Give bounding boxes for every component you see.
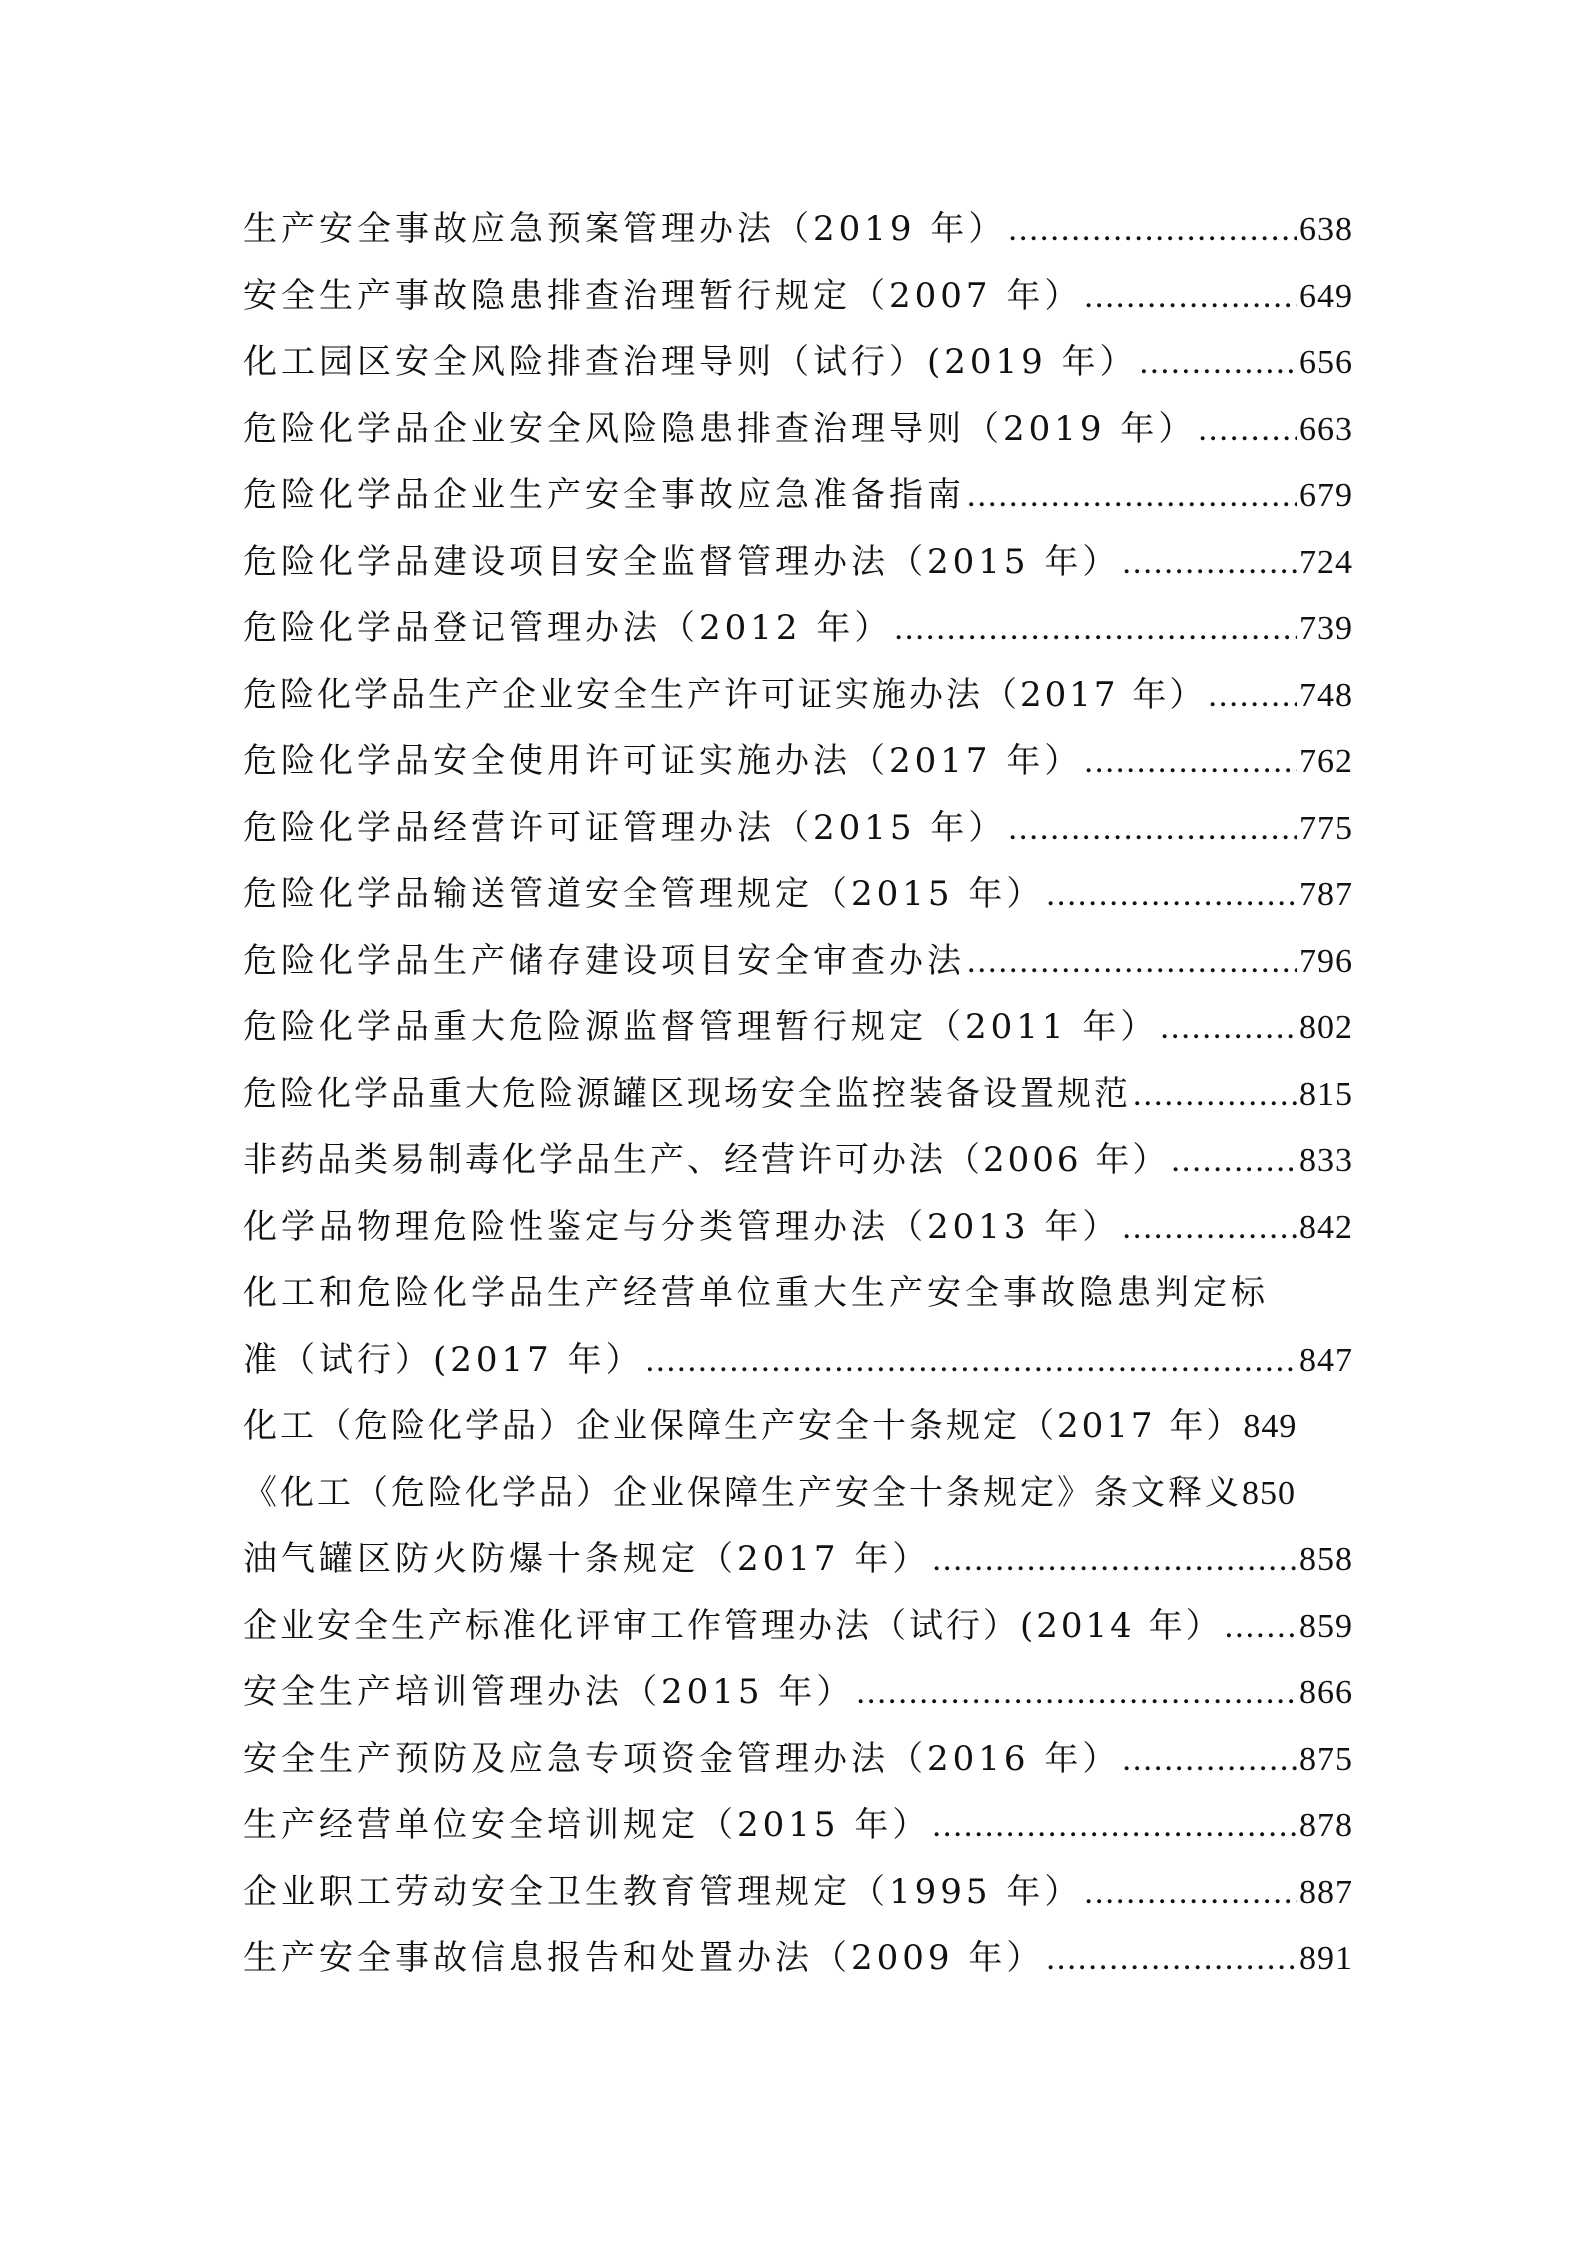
toc-leader-dots <box>856 1660 1297 1727</box>
toc-entry-title: 危险化学品建设项目安全监督管理办法（2015 年） <box>243 541 1121 582</box>
toc-entry-page: 833 <box>1299 1142 1353 1179</box>
toc-entry[interactable] <box>243 1526 1353 1593</box>
toc-entry-line2 <box>243 1327 1353 1394</box>
toc-entry-page: 866 <box>1299 1674 1353 1711</box>
toc-leader-dots <box>932 1527 1297 1594</box>
toc-entry-page: 878 <box>1299 1807 1353 1844</box>
toc-entry-title-line1: 化工和危险化学品生产经营单位重大生产安全事故隐患判定标 <box>243 1273 1269 1313</box>
table-of-contents <box>243 196 1353 1992</box>
toc-entry[interactable] <box>243 662 1353 729</box>
toc-entry-page: 656 <box>1299 344 1353 381</box>
toc-entry[interactable] <box>243 1659 1353 1726</box>
toc-leader-dots <box>1225 1594 1297 1661</box>
toc-entry-title: 生产经营单位安全培训规定（2015 年） <box>243 1805 931 1845</box>
toc-entry-title: 危险化学品登记管理办法（2012 年） <box>243 608 893 648</box>
toc-leader-dots <box>1046 862 1297 929</box>
toc-entry-page: 815 <box>1299 1075 1353 1113</box>
toc-leader-dots <box>1084 729 1297 796</box>
toc-entry-multiline[interactable] <box>243 1260 1353 1393</box>
toc-entry-title: 生产安全事故应急预案管理办法（2019 年） <box>243 209 1007 249</box>
toc-entry[interactable] <box>243 1061 1353 1128</box>
toc-entry-title: 危险化学品生产企业安全生产许可证实施办法（2017 年） <box>243 674 1207 715</box>
toc-leader-dots <box>1008 796 1297 863</box>
toc-entry-title: 《化工（危险化学品）企业保障生产安全十条规定》条文释义 <box>243 1472 1242 1513</box>
toc-entry-title: 危险化学品企业生产安全事故应急准备指南 <box>243 475 965 515</box>
toc-leader-dots <box>1122 530 1297 597</box>
toc-entry-page: 796 <box>1299 942 1353 980</box>
toc-entry[interactable] <box>243 1726 1353 1793</box>
toc-entry[interactable] <box>243 1859 1353 1926</box>
toc-entry-page: 875 <box>1299 1740 1353 1778</box>
toc-entry-page: 724 <box>1299 543 1353 581</box>
toc-entry-title: 危险化学品重大危险源罐区现场安全监控装备设置规范 <box>243 1073 1131 1114</box>
toc-entry-title: 安全生产预防及应急专项资金管理办法（2016 年） <box>243 1738 1121 1779</box>
toc-entry-page: 849 <box>1243 1408 1298 1445</box>
toc-entry-title: 安全生产培训管理办法（2015 年） <box>243 1672 855 1712</box>
toc-entry[interactable] <box>243 728 1353 795</box>
toc-leader-dots <box>1133 1062 1297 1129</box>
toc-entry-title: 生产安全事故信息报告和处置办法（2009 年） <box>243 1938 1045 1978</box>
toc-entry-title: 危险化学品经营许可证管理办法（2015 年） <box>243 807 1007 848</box>
toc-entry[interactable] <box>243 1127 1353 1194</box>
toc-leader-dots <box>967 463 1297 530</box>
toc-leader-dots <box>1198 397 1297 464</box>
toc-entry-page: 859 <box>1299 1607 1353 1645</box>
toc-entry-title: 危险化学品生产储存建设项目安全审查办法 <box>243 940 965 981</box>
toc-entry-title: 非药品类易制毒化学品生产、经营许可办法（2006 年） <box>243 1140 1170 1180</box>
toc-entry-page: 891 <box>1299 1940 1353 1977</box>
toc-entry-title: 危险化学品企业安全风险隐患排查治理导则（2019 年） <box>243 408 1197 449</box>
toc-leader-dots <box>894 596 1297 663</box>
toc-entry-title: 危险化学品重大危险源监督管理暂行规定（2011 年） <box>243 1007 1159 1047</box>
toc-entry-title: 企业安全生产标准化评审工作管理办法（试行）(2014 年） <box>243 1605 1223 1646</box>
toc-entry-title: 化工（危险化学品）企业保障生产安全十条规定（2017 年） <box>243 1406 1244 1446</box>
toc-entry-page: 748 <box>1299 676 1353 714</box>
toc-entry-page: 638 <box>1299 211 1353 248</box>
toc-entry-page: 787 <box>1299 876 1353 913</box>
toc-entry[interactable] <box>243 595 1353 662</box>
toc-entry-page: 850 <box>1242 1474 1296 1512</box>
toc-entry-page: 847 <box>1299 1341 1353 1379</box>
toc-entry-page: 739 <box>1299 610 1353 647</box>
toc-entry-title: 化工园区安全风险排查治理导则（试行）(2019 年） <box>243 342 1138 382</box>
toc-leader-dots <box>1008 197 1297 264</box>
toc-entry[interactable] <box>243 329 1353 396</box>
toc-entry[interactable] <box>243 1393 1353 1460</box>
toc-entry[interactable] <box>243 1593 1353 1660</box>
toc-entry[interactable] <box>243 1792 1353 1859</box>
toc-entry[interactable] <box>243 263 1353 330</box>
toc-entry-title: 化学品物理危险性鉴定与分类管理办法（2013 年） <box>243 1206 1121 1247</box>
toc-entry-title: 油气罐区防火防爆十条规定（2017 年） <box>243 1539 931 1579</box>
toc-entry-page: 802 <box>1299 1009 1353 1046</box>
toc-entry[interactable] <box>243 1925 1353 1992</box>
toc-entry-page: 887 <box>1299 1873 1353 1911</box>
toc-entry-title: 企业职工劳动安全卫生教育管理规定（1995 年） <box>243 1871 1083 1912</box>
toc-leader-dots <box>1046 1926 1297 1993</box>
toc-leader-dots <box>1122 1195 1297 1262</box>
toc-leader-dots <box>1084 1860 1297 1927</box>
toc-leader-dots <box>932 1793 1297 1860</box>
toc-entry-page: 858 <box>1299 1541 1353 1578</box>
toc-entry-page: 663 <box>1299 410 1353 448</box>
toc-entry-page: 679 <box>1299 477 1353 514</box>
toc-leader-dots <box>967 929 1297 996</box>
toc-entry[interactable] <box>243 396 1353 463</box>
toc-entry-title: 安全生产事故隐患排查治理暂行规定（2007 年） <box>243 275 1083 316</box>
toc-entry[interactable] <box>243 795 1353 862</box>
toc-leader-dots <box>1084 264 1297 331</box>
toc-entry[interactable] <box>243 1460 1353 1527</box>
toc-entry-page: 649 <box>1299 277 1353 315</box>
toc-entry-page: 762 <box>1299 743 1353 780</box>
toc-leader-dots <box>1140 330 1297 397</box>
toc-entry[interactable] <box>243 861 1353 928</box>
toc-leader-dots <box>1160 995 1297 1062</box>
toc-entry-page: 775 <box>1299 809 1353 847</box>
toc-entry[interactable] <box>243 1194 1353 1261</box>
toc-entry[interactable] <box>243 529 1353 596</box>
toc-entry-page: 842 <box>1299 1208 1353 1246</box>
toc-leader-dots <box>1171 1128 1297 1195</box>
toc-entry[interactable] <box>243 462 1353 529</box>
toc-entry[interactable] <box>243 196 1353 263</box>
toc-entry-title-line2: 准（试行）(2017 年） <box>243 1339 644 1380</box>
toc-leader-dots <box>1122 1727 1297 1794</box>
toc-leader-dots <box>646 1328 1297 1395</box>
toc-entry[interactable] <box>243 928 1353 995</box>
toc-leader-dots <box>1208 663 1297 730</box>
toc-entry-title: 危险化学品安全使用许可证实施办法（2017 年） <box>243 741 1083 781</box>
toc-entry[interactable] <box>243 994 1353 1061</box>
toc-entry-title: 危险化学品输送管道安全管理规定（2015 年） <box>243 874 1045 914</box>
